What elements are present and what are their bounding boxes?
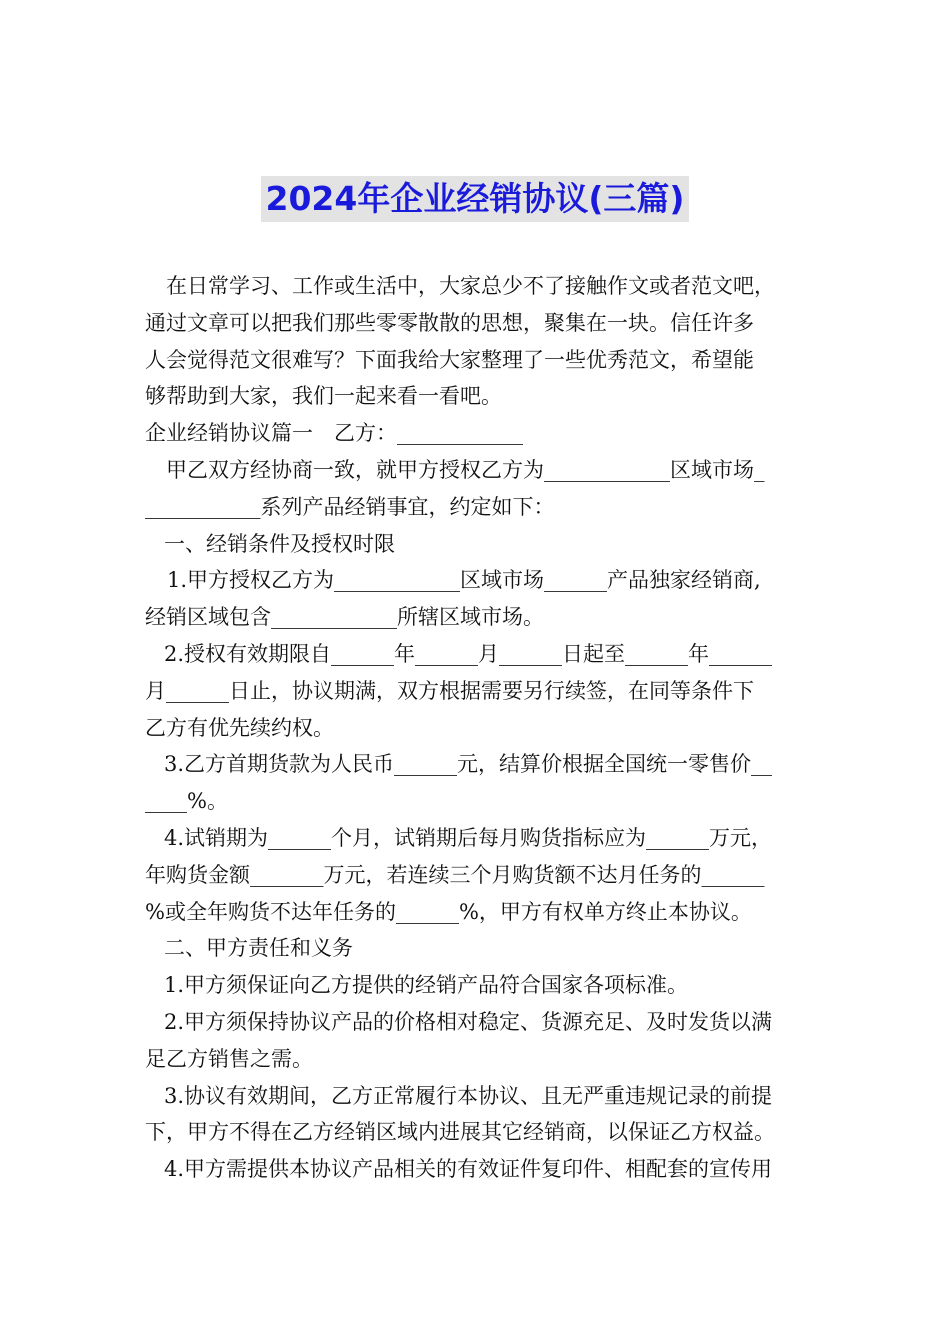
paragraph-line: 通过文章可以把我们那些零零散散的思想，聚集在一块。信任许多 (145, 310, 754, 335)
document-body (145, 268, 810, 1188)
section-heading: 二、甲方责任和义务 (164, 936, 353, 961)
section-heading: 企业经销协议篇一 乙方：____________ (145, 421, 523, 446)
paragraph-line: 在日常学习、工作或生活中，大家总少不了接触作文或者范文吧， (166, 274, 775, 298)
paragraph-line: 够帮助到大家，我们一起来看一看吧。 (145, 384, 502, 409)
paragraph-line: 3.协议有效期间，乙方正常履行本协议、且无严重违规记录的前提 (164, 1083, 773, 1108)
paragraph-line: 1.甲方授权乙方为____________区域市场______产品独家经销商, (167, 568, 761, 593)
paragraph-line: 4.试销期为______个月，试销期后每月购货指标应为______万元， (164, 825, 773, 850)
paragraph-line: 经销区域包含____________所辖区域市场。 (145, 605, 544, 630)
paragraph-line: 足乙方销售之需。 (145, 1046, 313, 1071)
paragraph-line: ___________系列产品经销事宜，约定如下： (145, 494, 555, 519)
paragraph-line: 甲乙双方经协商一致，就甲方授权乙方为____________区域市场_ (166, 457, 765, 482)
paragraph-line: 1.甲方须保证向乙方提供的经销产品符合国家各项标准。 (164, 973, 689, 998)
paragraph-line: %或全年购货不达年任务的______%，甲方有权单方终止本协议。 (145, 899, 752, 924)
title-area (0, 176, 950, 222)
paragraph-line: 3.乙方首期货款为人民币______元，结算价根据全国统一零售价__ (164, 752, 773, 777)
section-heading: 一、经销条件及授权时限 (164, 531, 395, 556)
paragraph-line: 4.甲方需提供本协议产品相关的有效证件复印件、相配套的宣传用 (164, 1157, 773, 1182)
paragraph-line: 乙方有优先续约权。 (145, 715, 334, 740)
paragraph-line: 下，甲方不得在乙方经销区域内进展其它经销商，以保证乙方权益。 (145, 1120, 775, 1145)
paragraph-line: ____%。 (145, 789, 228, 814)
document-title: 2024年企业经销协议(三篇) (261, 176, 688, 222)
paragraph-line: 年购货金额_______万元，若连续三个月购货额不达月任务的______ (145, 862, 765, 887)
paragraph-line: 2.甲方须保持协议产品的价格相对稳定、货源充足、及时发货以满 (164, 1009, 773, 1034)
paragraph-line: 2.授权有效期限自______年______月______日起至______年______ (164, 641, 773, 666)
paragraph-line: 人会觉得范文很难写？下面我给大家整理了一些优秀范文，希望能 (145, 347, 754, 372)
paragraph-line: 月______日止，协议期满，双方根据需要另行续签，在同等条件下 (145, 678, 754, 703)
